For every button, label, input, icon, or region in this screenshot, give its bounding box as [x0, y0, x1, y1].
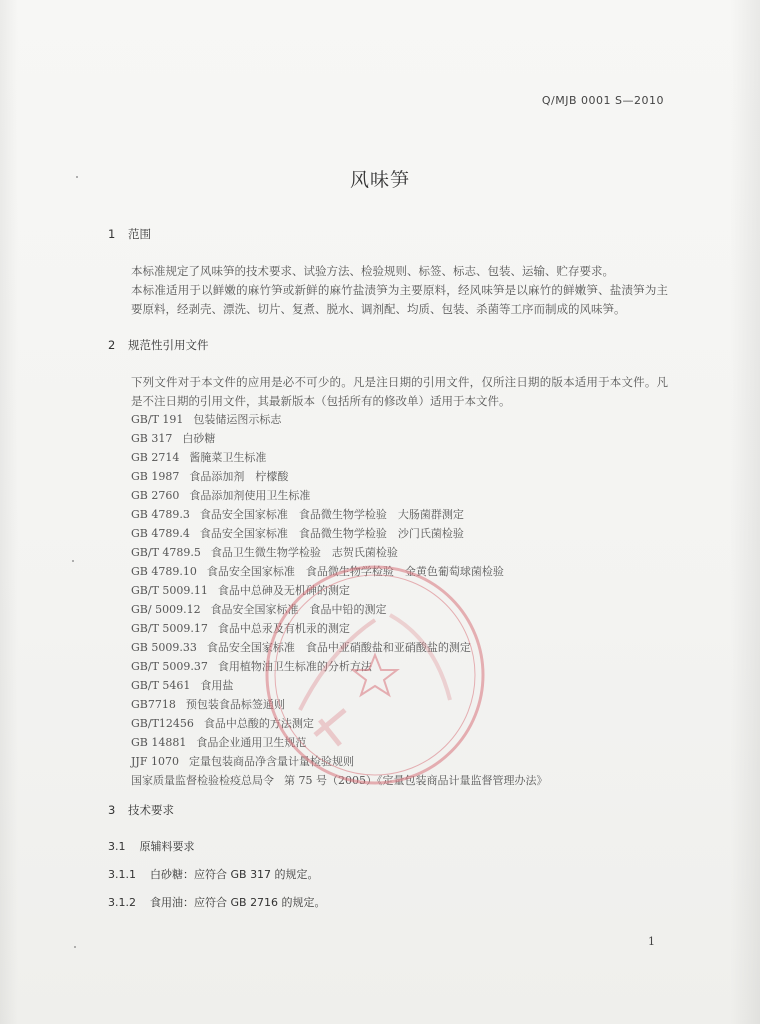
reference-title: 预包装食品标签通则 — [185, 698, 285, 711]
reference-code: GB/T 5009.37 — [131, 660, 208, 673]
scan-speck — [76, 176, 78, 178]
reference-title: 食品添加剂 柠檬酸 — [189, 470, 289, 483]
reference-item — [131, 486, 547, 505]
section-3-heading — [108, 802, 174, 818]
reference-code: GB 1987 — [131, 470, 180, 483]
reference-item — [131, 505, 547, 524]
section-title: 规范性引用文件 — [128, 338, 209, 352]
reference-code: GB 4789.10 — [131, 565, 197, 578]
reference-title: 食品企业通用卫生规范 — [196, 736, 307, 749]
reference-title: 食用植物油卫生标准的分析方法 — [217, 660, 372, 673]
reference-code: GB 4789.3 — [131, 508, 190, 521]
reference-title: 食品安全国家标准 食品中亚硝酸盐和亚硝酸盐的测定 — [206, 641, 471, 654]
reference-title: 定量包装商品净含量计量检验规则 — [188, 755, 354, 768]
standard-code: Q/MJB 0001 S—2010 — [541, 94, 664, 107]
reference-code: GB/T 5009.11 — [131, 584, 208, 597]
clause-3-1-2 — [108, 894, 326, 910]
page-edge-shadow-left — [0, 0, 18, 1024]
reference-code: GB 2760 — [131, 489, 180, 502]
reference-title: 白砂糖 — [182, 432, 216, 445]
page-edge-shadow-right — [730, 0, 760, 1024]
reference-title: 食品中总砷及无机砷的测定 — [217, 584, 350, 597]
document-title: 风味笋 — [349, 169, 410, 191]
company-seal-stamp — [260, 560, 490, 790]
reference-code: GB 4789.4 — [131, 527, 190, 540]
reference-title: 食品安全国家标准 食品微生物学检验 沙门氏菌检验 — [199, 527, 464, 540]
section-2-intro — [108, 373, 668, 411]
clause-number: 3.1.2 — [108, 896, 136, 909]
reference-code: JJF 1070 — [131, 755, 179, 768]
clause-3-1 — [108, 838, 195, 854]
reference-code: GB 2714 — [131, 451, 180, 464]
reference-title: 第 75 号（2005）《定量包装商品计量监督管理办法》 — [284, 774, 548, 787]
reference-item — [131, 467, 547, 486]
reference-item — [131, 524, 547, 543]
paragraph-text: 本标准适用于以鲜嫩的麻竹笋或新鲜的麻竹盐渍笋为主要原料，经风味笋是以麻竹的鲜嫩笋、盐渍笋为主要原料，经剥壳、漂洗、切片、复煮、脱水、调剂配、均质、包装、杀菌等工序而制成的风味笋。 — [131, 283, 668, 316]
scan-speck — [72, 560, 74, 562]
reference-code: GB/T12456 — [131, 717, 194, 730]
reference-item — [131, 429, 547, 448]
reference-code: 国家质量监督检验检疫总局令 — [131, 774, 274, 787]
reference-code: GB 5009.33 — [131, 641, 197, 654]
reference-code: GB/ 5009.12 — [131, 603, 201, 616]
clause-3-1-1 — [108, 866, 319, 882]
paragraph-text: 下列文件对于本文件的应用是必不可少的。凡是注日期的引用文件，仅所注日期的版本适用于本文件。凡是不注日期的引用文件，其最新版本（包括所有的修改单）适用于本文件。 — [131, 375, 668, 408]
clause-number: 3.1 — [108, 840, 126, 853]
page-number: 1 — [648, 935, 655, 948]
reference-title: 食品安全国家标准 食品微生物学检验 大肠菌群测定 — [199, 508, 464, 521]
section-title: 技术要求 — [128, 803, 174, 817]
reference-title: 食品安全国家标准 食品微生物学检验 金黄色葡萄球菌检验 — [206, 565, 504, 578]
reference-item — [131, 448, 547, 467]
reference-code: GB/T 5009.17 — [131, 622, 208, 635]
section-number: 2 — [108, 338, 116, 352]
section-number: 3 — [108, 803, 116, 817]
section-2-heading — [108, 337, 209, 353]
paragraph-text: 本标准规定了风味笋的技术要求、试验方法、检验规则、标签、标志、包装、运输、贮存要求。 — [131, 264, 614, 278]
reference-code: GB 14881 — [131, 736, 187, 749]
reference-title: 食用盐 — [200, 679, 234, 692]
reference-title: 食品安全国家标准 食品中铅的测定 — [210, 603, 387, 616]
reference-title: 食品卫生微生物学检验 志贺氏菌检验 — [210, 546, 398, 559]
clause-text: 食用油：应符合 GB 2716 的规定。 — [150, 896, 326, 909]
section-1-heading — [108, 226, 151, 242]
reference-code: GB/T 191 — [131, 413, 184, 426]
reference-code: GB/T 5461 — [131, 679, 191, 692]
reference-code: GB 317 — [131, 432, 173, 445]
reference-title: 酱腌菜卫生标准 — [189, 451, 267, 464]
reference-title: 食品添加剂使用卫生标准 — [189, 489, 311, 502]
section-number: 1 — [108, 227, 116, 241]
reference-title: 食品中总酸的方法测定 — [203, 717, 314, 730]
reference-item — [131, 410, 547, 429]
clause-number: 3.1.1 — [108, 868, 136, 881]
clause-text: 白砂糖：应符合 GB 317 的规定。 — [150, 868, 319, 881]
reference-code: GB7718 — [131, 698, 176, 711]
section-title: 范围 — [128, 227, 151, 241]
section-1-paragraph-1 — [108, 262, 668, 281]
reference-code: GB/T 4789.5 — [131, 546, 201, 559]
scan-speck — [74, 946, 76, 948]
clause-text: 原辅料要求 — [139, 840, 195, 853]
section-1-paragraph-2 — [108, 281, 668, 319]
reference-title: 食品中总汞及有机汞的测定 — [217, 622, 350, 635]
reference-title: 包装储运图示标志 — [193, 413, 282, 426]
